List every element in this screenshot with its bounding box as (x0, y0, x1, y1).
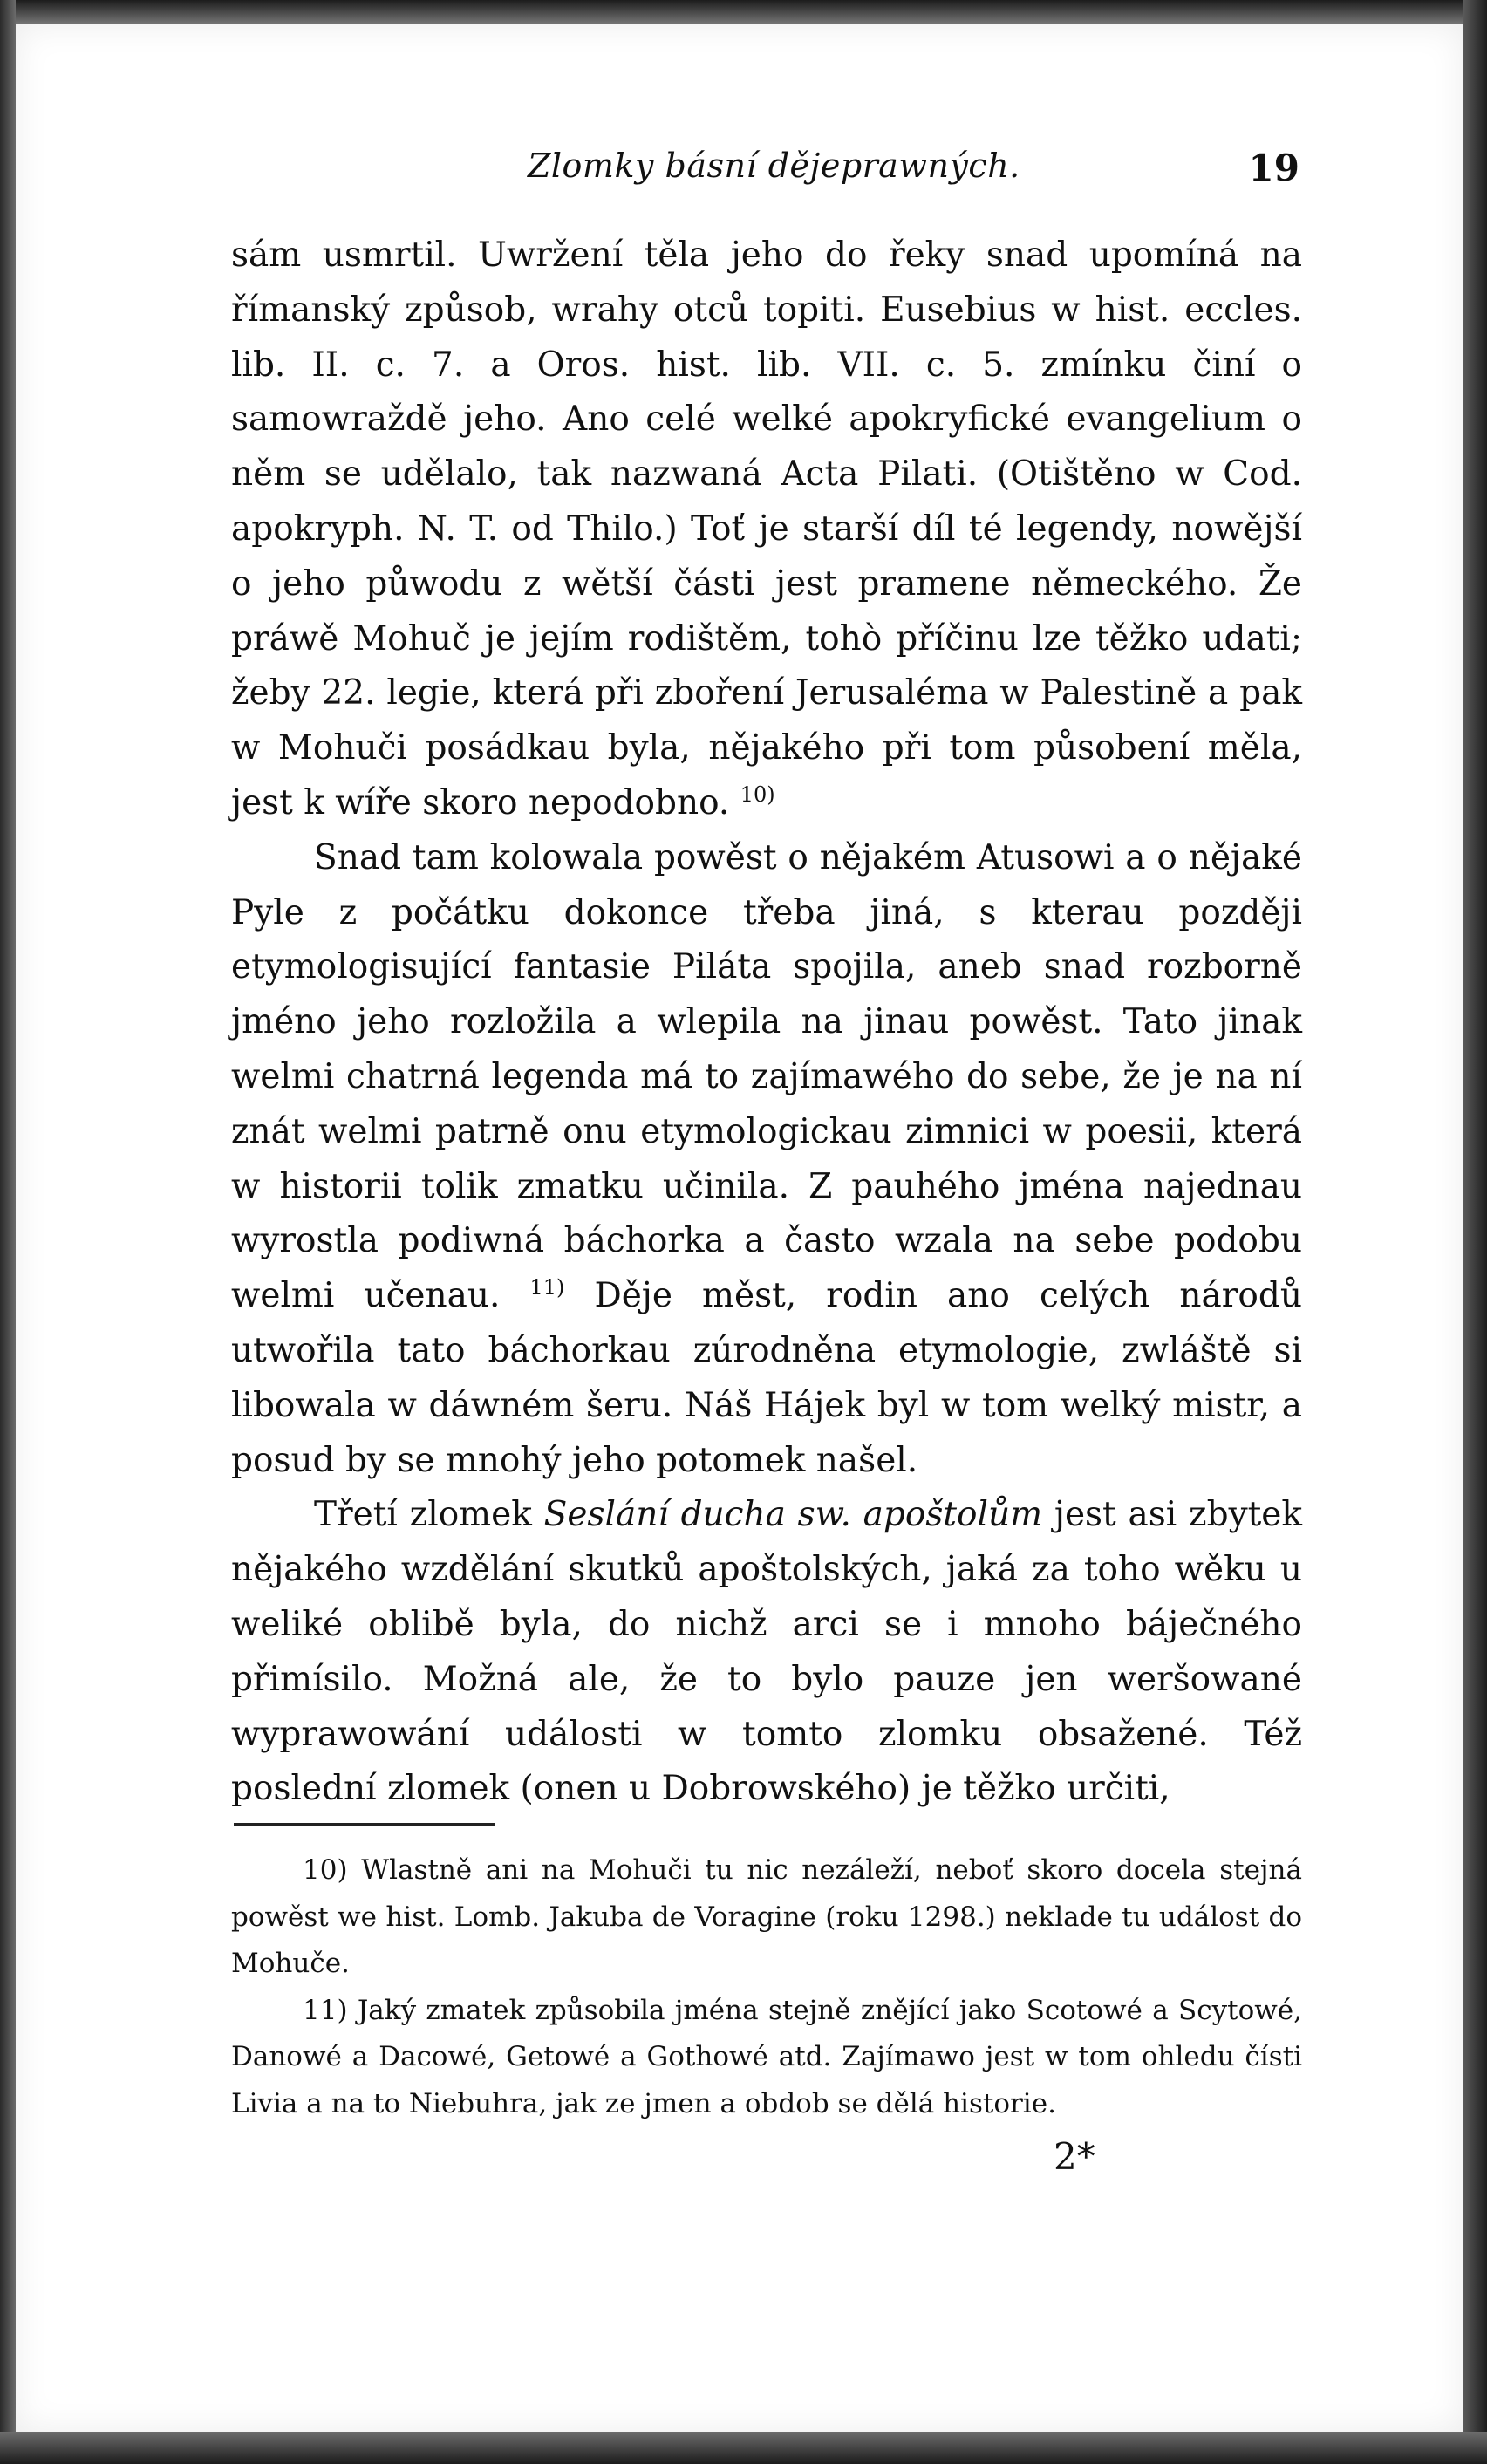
footnote-ref-10: 10) (740, 782, 775, 807)
paragraph-1 (231, 229, 1302, 831)
paragraph-3-text: jest asi zbytek nějakého wzdělání skutků apoštolských, jaká za toho wěku u weliké oblibě byla, do nichž arci se i mnoho báječného přimísilo. Možná ale, že to bylo pauze jen weršowané wyprawowání události w tomto zlomku obsažené. Též poslední zlomek (onen u Dobrowského) je těžko určiti, (231, 1495, 1302, 1809)
paragraph-2-text-a: Snad tam kolowala powěst o nějakém Atusowi a o nějaké Pyle z počátku dokonce třeba jiná, s kterau později etymologisující fantasie Piláta spojila, aneb snad rozborně jméno jeho rozložila a wlepila na jinau powěst. Tato jinak welmi chatrná legenda má to zajímawého do sebe, že je na ní znát welmi patrně onu etymologickau zimnici w poesii, která w historii tolik zmatku učinila. Z pauhého jména najednau wyrostla podiwná báchorka a často wzala na sebe podobu welmi učenau. (231, 837, 1302, 1316)
scan-edge-right (1463, 0, 1487, 2464)
scan-edge-top (0, 0, 1487, 24)
paragraph-2 (231, 831, 1302, 1489)
page-number: 19 (1248, 147, 1299, 189)
paragraph-3-lead: Třetí zlomek (314, 1495, 532, 1535)
main-text (231, 229, 1302, 1817)
paragraph-2-text-b: Děje měst, rodin ano celých národů utwořila tato báchorkau zúrodněna etymologie, zwláště si libowala w dáwném šeru. Náš Hájek byl w tom welký mistr, a posud by se mnohý jeho potomek našel. (231, 1276, 1302, 1480)
paragraph-1-text: sám usmrtil. Uwržení těla jeho do řeky snad upomíná na římanský způsob, wrahy otců topiti. Eusebius w hist. eccles. lib. II. c. 7. a Oros. hist. lib. VII. c. 5. zmínku činí o samowraždě jeho. Ano celé welké apokryfické evangelium o něm se udělalo, tak nazwaná Acta Pilati. (Otištěno w Cod. apokryph. N. T. od Thilo.) Toť je starší díl té legendy, nowější o jeho půwodu z wětší části jest pramene německého. Že práwě Mohuč je jejím rodištěm, tohò příčinu lze těžko udati; žeby 22. legie, která při zboření Jerusaléma w Palestině a pak w Mohuči posádkau byla, nějakého při tom působení měla, jest k wíře skoro nepodobno. (231, 235, 1302, 822)
signature-mark: 2* (1054, 2135, 1095, 2178)
scan-edge-bottom (0, 2432, 1487, 2464)
footnote-10: 10) Wlastně ani na Mohuči tu nic nezáleží, neboť skoro docela stejná powěst we hist. Lomb. Jakuba de Voragine (roku 1298.) neklade tu událost do Mohuče. (231, 1854, 1302, 1979)
footnote-11: 11) Jaký zmatek způsobila jména stejně znějící jako Scotowé a Scytowé, Danowé a Dacowé, Getowé a Gothowé atd. Zajímawo jest w tom ohledu čísti Livia a na to Niebuhra, jak ze jmen a obdob se dělá historie. (231, 1994, 1302, 2119)
page-header (231, 147, 1299, 208)
fragment-title: Seslání ducha sw. apoštolům (543, 1495, 1043, 1535)
footnote-divider (234, 1823, 495, 1826)
footnotes (231, 1847, 1302, 2127)
paragraph-3 (231, 1488, 1302, 1817)
running-title: Zlomky básní dějeprawných. (528, 147, 1020, 185)
footnote-ref-11: 11) (529, 1275, 565, 1300)
scan-edge-left (0, 0, 16, 2464)
